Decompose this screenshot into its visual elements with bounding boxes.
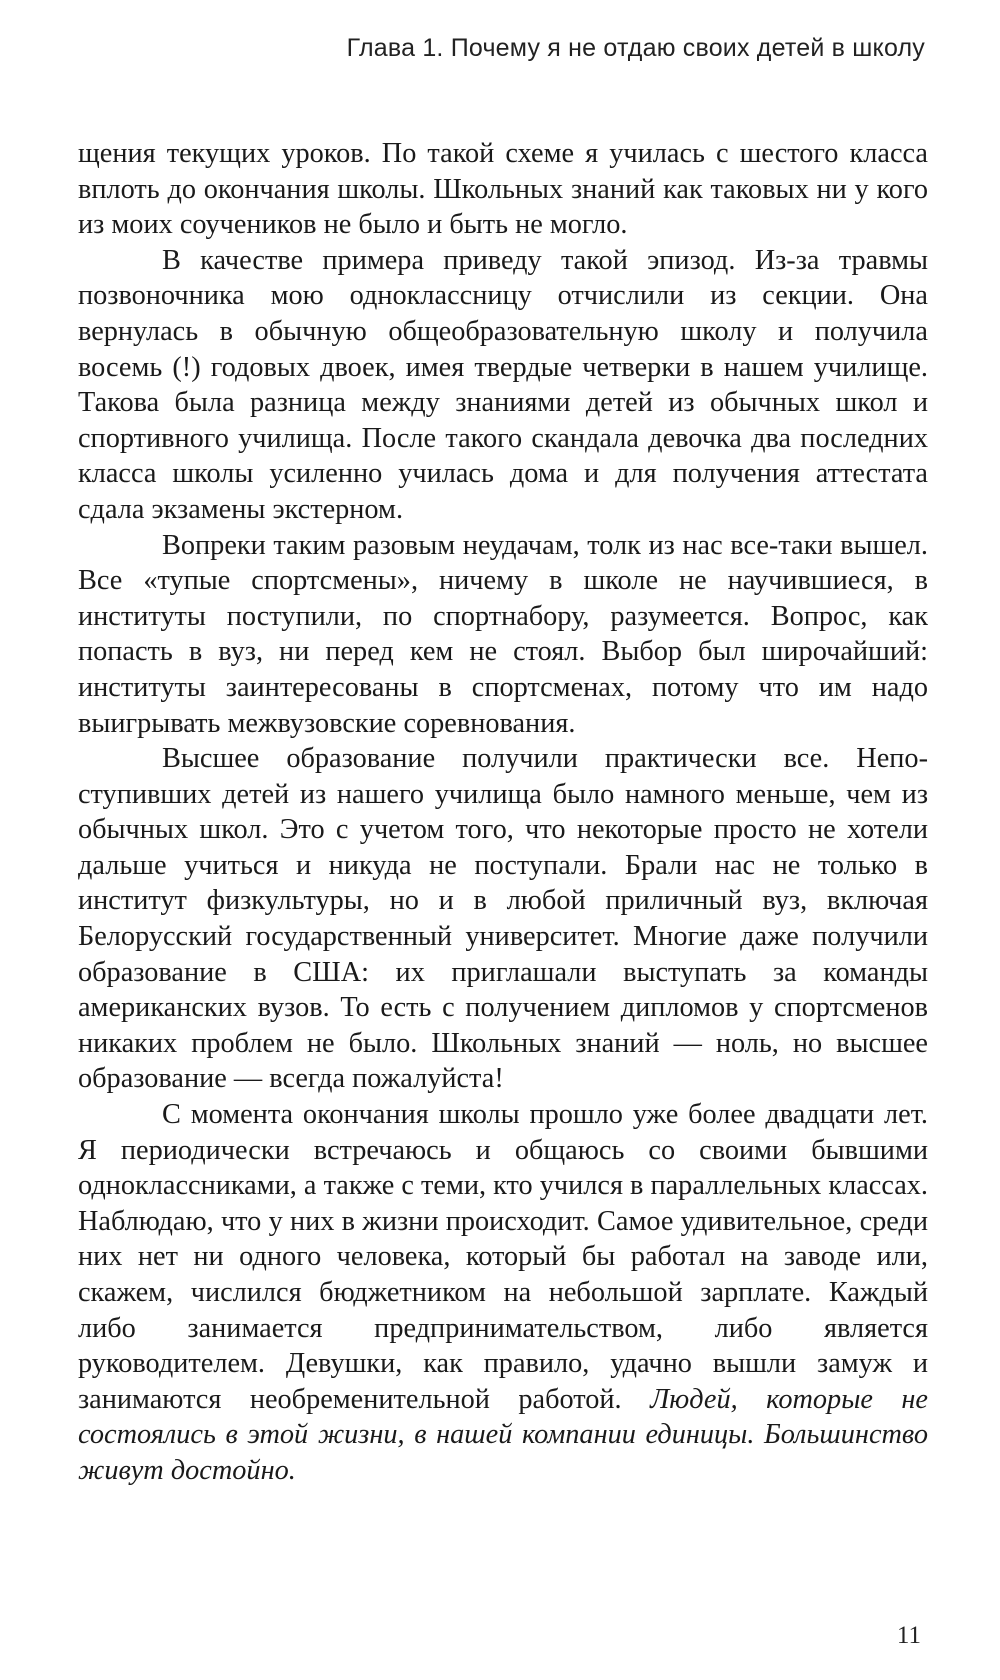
paragraph-5-italic: Людей, которые не состоялись в этой жизни, в нашей компании единицы. Большинство живут достойно. <box>78 1383 928 1486</box>
paragraph-1: щения текущих уроков. По такой схеме я училась с шестого класса вплоть до окончания школы. Школьных знаний как таковых ни у кого из моих соучеников не было и быть не могло. <box>78 138 928 241</box>
paragraph-3: Вопреки таким разовым неудачам, толк из нас все-таки вышел. Все «тупые спортсмены», ничему в школе не научившиеся, в институты поступили, по спортнабору, разумеется. Вопрос, как попасть в вуз, ни перед кем не стоял. Выбор был широчайший: институты заинтересованы в спортсменах, потому что им надо выигрывать межвузовские соревнования. <box>78 529 928 739</box>
paragraph-5-text: С момента окончания школы прошло уже более двадцати лет. Я периодически встречаюсь и общаюсь со своими бывшими одноклассниками, а также с теми, кто учился в параллельных классах. Наблюдаю, что у них в жизни происходит. Самое удивительное, среди них нет ни одного человека, который бы работал на заводе или, скажем, числился бюджетником на небольшой зарплате. Каждый либо занимается предпринимательством, либо является руководителем. Девушки, как правило, удачно вышли замуж и занимаются необременительной работой. <box>78 1099 929 1415</box>
paragraph-5 <box>78 1097 928 1489</box>
body-text <box>78 136 928 1489</box>
running-head: Глава 1. Почему я не отдаю своих детей в школу <box>346 34 925 62</box>
paragraph-4: Высшее образование получили практически все. Непоступивших детей из нашего училища было намного меньше, чем из обычных школ. Это с учетом того, что некоторые просто не хотели дальше учиться и никуда не поступали. Брали нас не только в институт физкультуры, но и в любой приличный вуз, включая Белорусский государственный университет. Многие даже получили образование в США: их приглашали выступать за команды американских вузов. То есть с получением дипломов у спортсменов никаких проблем не было. Школьных знаний — ноль, но высшее образование — всегда пожалуйста! <box>78 743 928 1095</box>
paragraph-2: В качестве примера приведу такой эпизод. Из-за травмы позвоночника мою одноклассницу отчислили из секции. Она вернулась в обычную общеобразовательную школу и получила восемь (!) годовых двоек, имея твердые четверки в нашем училище. Такова была разница между знаниями детей из обычных школ и спортивного училища. После такого скандала девочка два последних класса школы усиленно училась дома и для получения аттестата сдала экзамены экстерном. <box>78 244 928 525</box>
page-number: 11 <box>896 1622 921 1649</box>
